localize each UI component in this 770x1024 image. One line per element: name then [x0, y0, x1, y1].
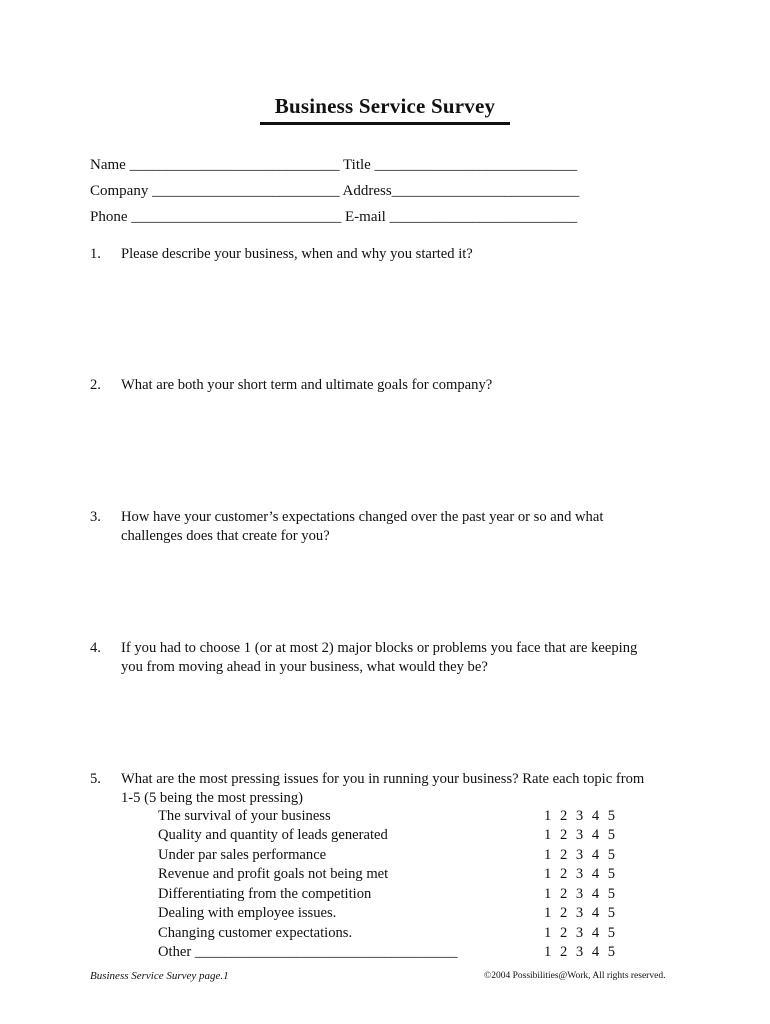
rating-item-label: Quality and quantity of leads generated [158, 827, 388, 843]
question-number: 3. [90, 509, 101, 525]
rating-scale: 1 2 3 4 5 [544, 886, 616, 902]
rating-scale: 1 2 3 4 5 [544, 827, 616, 843]
company-address-fields: Company _________________________ Address_________________________ [90, 183, 580, 199]
title-underline [260, 122, 510, 125]
question-text: Please describe your business, when and why you started it? [121, 246, 473, 262]
name-title-fields: Name ____________________________ Title ___________________________ [90, 157, 578, 173]
rating-scale: 1 2 3 4 5 [544, 925, 616, 941]
rating-scale: 1 2 3 4 5 [544, 905, 616, 921]
question-number: 1. [90, 246, 101, 262]
question-text: What are both your short term and ultimate goals for company? [121, 377, 493, 393]
rating-item-label: Under par sales performance [158, 847, 327, 863]
rating-item-label: Dealing with employee issues. [158, 905, 337, 921]
question-number: 2. [90, 377, 101, 393]
question-text: challenges does that create for you? [121, 528, 330, 544]
question-number: 4. [90, 640, 101, 656]
rating-scale: 1 2 3 4 5 [544, 944, 616, 960]
rating-item-label: Revenue and profit goals not being met [158, 866, 389, 882]
rating-scale: 1 2 3 4 5 [544, 866, 616, 882]
question-text: If you had to choose 1 (or at most 2) major blocks or problems you face that are keeping [121, 640, 638, 656]
rating-item-label: The survival of your business [158, 808, 331, 824]
question-number: 5. [90, 771, 101, 787]
question-text: 1-5 (5 being the most pressing) [121, 790, 303, 806]
phone-email-fields: Phone ____________________________ E-mail _________________________ [90, 209, 578, 225]
rating-scale: 1 2 3 4 5 [544, 847, 616, 863]
footer-page-label: Business Service Survey page.1 [90, 970, 229, 982]
rating-item-label: Changing customer expectations. [158, 925, 353, 941]
question-text: you from moving ahead in your business, what would they be? [121, 659, 488, 675]
question-text: What are the most pressing issues for you in running your business? Rate each topic from [121, 771, 645, 787]
footer-copyright: ©2004 Possibilities@Work, All rights reserved. [484, 971, 666, 981]
rating-item-label: Differentiating from the competition [158, 886, 372, 902]
rating-item-label-other: Other ____________________________________ [158, 944, 458, 960]
question-text: How have your customer’s expectations changed over the past year or so and what [121, 509, 604, 525]
page-title: Business Service Survey [274, 94, 496, 118]
rating-scale: 1 2 3 4 5 [544, 808, 616, 824]
